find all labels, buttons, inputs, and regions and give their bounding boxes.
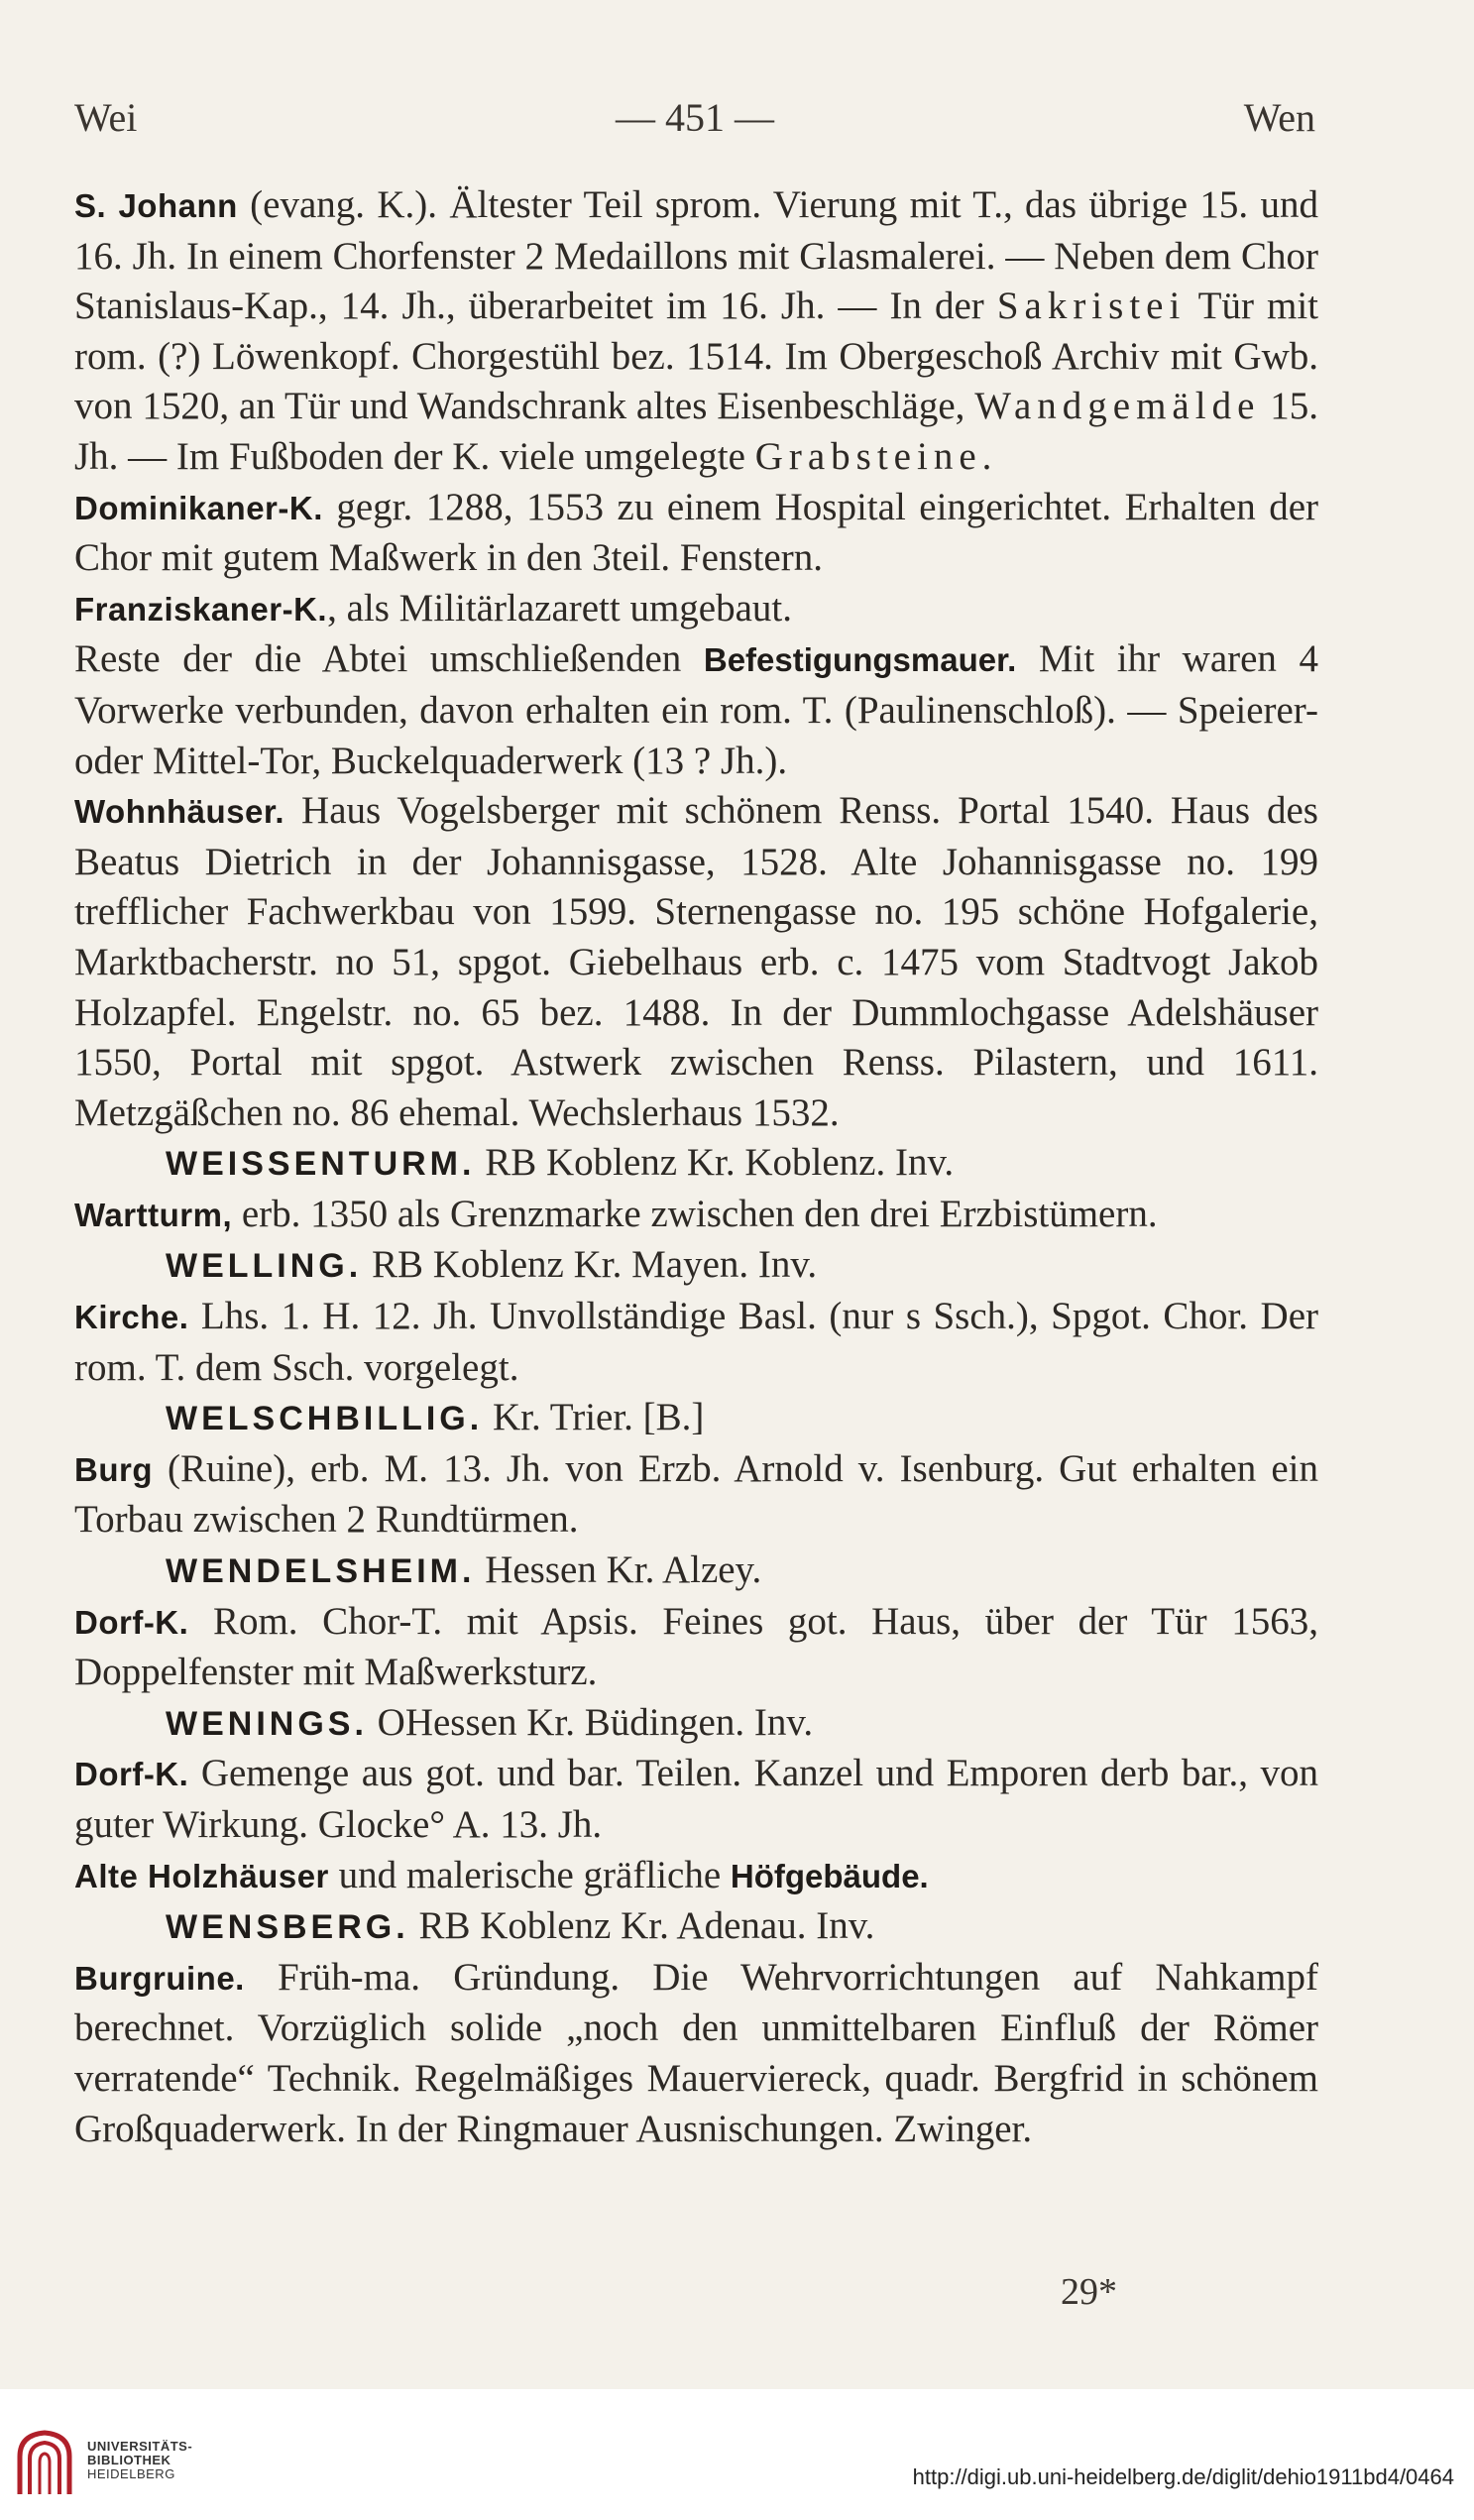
place-wensberg <box>74 1901 1318 1953</box>
entry-lead: Franziskaner-K. <box>74 590 328 628</box>
entry-text: Rom. Chor-T. mit Apsis. Feines got. Haus, über der Tür 1563, Doppelfenster mit Maßwerksturz. <box>74 1599 1318 1694</box>
entry-text: (evang. K.). Ältester Teil sprom. Vierung mit T., das übrige 15. und 16. Jh. In einem Chorfenster 2 Medaillons mit Glasmalerei. — Neben dem Chor Stanislaus-Kap., 14. Jh., überarbeitet im 16. Jh. — In der <box>74 183 1318 328</box>
place-welschbillig <box>74 1393 1318 1444</box>
entry-text: und malerische gräfliche <box>328 1853 731 1896</box>
entry-franziskaner <box>74 584 1318 635</box>
entry-dorf-k <box>74 1597 1318 1698</box>
entry-lead: S. Johann <box>74 187 238 224</box>
entry-text: Mit ihr waren 4 Vorwerke verbunden, davon erhalten ein rom. T. (Paulinenschloß). — Speierer- oder Mittel-Tor, Buckelquaderwerk (13 ? Jh.). <box>74 637 1318 782</box>
place-info: Kr. Trier. [B.] <box>483 1396 705 1439</box>
place-heading: WELLING. <box>166 1247 363 1286</box>
spaced-term: Wandgemälde <box>974 385 1261 428</box>
entry-burgruine <box>74 1953 1318 2154</box>
place-info: RB Koblenz Kr. Mayen. Inv. <box>362 1243 818 1287</box>
header-left: Wei <box>74 95 138 140</box>
place-heading: WENSBERG. <box>166 1908 409 1947</box>
place-heading: WEISSENTURM. <box>166 1145 476 1184</box>
entry-lead: Dorf-K. <box>74 1603 189 1641</box>
entry-bold-term: Höfgebäude. <box>730 1857 929 1894</box>
place-heading: WELSCHBILLIG. <box>166 1400 484 1438</box>
entry-kirche <box>74 1292 1318 1393</box>
entry-dorf-k <box>74 1749 1318 1850</box>
entry-text: Tür mit rom. (?) Löwenkopf. Chorgestühl bez. 1514. Im Obergeschoß Archiv mit Gwb. von 1520, an Tür und Wandschrank altes Eisenbeschläge, <box>74 285 1318 428</box>
header-right: Wen <box>1243 95 1315 140</box>
entry-text: Früh-ma. Gründung. Die Wehrvorrichtungen auf Nahkampf berechnet. Vorzüglich solide „noch den unmittelbaren Einfluß der Römer verratende“ Technik. Regelmäßiges Mauerviereck, quadr. Bergfrid in schönem Großquaderwerk. In der Ringmauer Ausnischungen. Zwinger. <box>74 1955 1318 2150</box>
institution-name <box>87 2440 192 2481</box>
footer-bar <box>0 2389 1474 2520</box>
institution-line: HEIDELBERG <box>87 2466 175 2481</box>
entry-lead: Dorf-K. <box>74 1756 189 1793</box>
entry-lead: Wartturm, <box>74 1196 233 1233</box>
place-wendelsheim <box>74 1546 1318 1597</box>
entry-text: 15. Jh. — Im Fußboden der K. viele umgelegte <box>74 385 1319 478</box>
entry-lead: Burgruine. <box>74 1959 245 1997</box>
body-text <box>74 180 1318 2154</box>
university-library-logo-icon <box>14 2427 75 2498</box>
place-heading: WENINGS. <box>166 1704 368 1743</box>
entry-dominikaner <box>74 483 1318 584</box>
entry-text: gegr. 1288, 1553 zu einem Hospital eingerichtet. Erhalten der Chor mit gutem Maßwerk in den 3teil. Fenstern. <box>74 485 1318 580</box>
signature-mark: 29* <box>1061 2271 1117 2313</box>
spaced-term: Sakristei <box>996 285 1187 328</box>
source-url-link[interactable]: http://digi.ub.uni-heidelberg.de/diglit/dehio1911bd4/0464 <box>912 2464 1454 2489</box>
entry-lead: Dominikaner-K. <box>74 489 323 526</box>
entry-lead: Alte Holzhäuser <box>74 1857 329 1894</box>
spaced-term: Grabsteine. <box>754 434 998 478</box>
place-heading: WENDELSHEIM. <box>166 1552 476 1591</box>
institution-line: UNIVERSITÄTS- <box>87 2439 193 2454</box>
entry-text: Haus Vogelsberger mit schönem Renss. Portal 1540. Haus des Beatus Dietrich in der Johannisgasse, 1528. Alte Johannisgasse no. 199 trefflicher Fachwerkbau von 1599. Sternengasse no. 195 schöne Hofgalerie, Marktbacherstr. no 51, spgot. Giebelhaus erb. c. 1475 vom Stadtvogt Jakob Holzapfel. Engelstr. no. 65 bez. 1488. In der Dummlochgasse Adelshäuser 1550, Portal mit spgot. Astwerk zwischen Renss. Pilastern, und 1611. Metzgäßchen no. 86 ehemal. Wechslerhaus 1532. <box>74 789 1318 1134</box>
entry-text: Reste der die Abtei umschließenden <box>74 637 704 681</box>
place-info: Hessen Kr. Alzey. <box>475 1548 762 1592</box>
running-header <box>74 94 1315 144</box>
entry-befestigung <box>74 634 1318 786</box>
entry-lead: Burg <box>74 1450 153 1488</box>
page-number: — 451 — <box>616 95 774 140</box>
entry-text: , als Militärlazarett umgebaut. <box>327 586 793 630</box>
entry-holzhaeuser <box>74 1851 1318 1902</box>
entry-burg <box>74 1444 1318 1546</box>
entry-s-johann <box>74 180 1318 483</box>
place-info: RB Koblenz Kr. Adenau. Inv. <box>408 1904 875 1948</box>
entry-wohnhaeuser <box>74 786 1318 1138</box>
entry-lead: Wohnhäuser. <box>74 793 285 831</box>
institution-line: BIBLIOTHEK <box>87 2453 171 2467</box>
place-info: OHessen Kr. Büdingen. Inv. <box>367 1700 814 1744</box>
place-wenings <box>74 1698 1318 1750</box>
place-welling <box>74 1240 1318 1292</box>
place-info: RB Koblenz Kr. Koblenz. Inv. <box>475 1141 955 1185</box>
entry-wartturm <box>74 1190 1318 1241</box>
entry-text: Lhs. 1. H. 12. Jh. Unvollständige Basl. (nur s Ssch.), Spgot. Chor. Der rom. T. dem Ssch. vorgelegt. <box>74 1295 1318 1389</box>
entry-text: Gemenge aus got. und bar. Teilen. Kanzel und Emporen derb bar., von guter Wirkung. Glocke° A. 13. Jh. <box>74 1752 1318 1846</box>
place-weissenturm <box>74 1138 1318 1190</box>
entry-text: erb. 1350 als Grenzmarke zwischen den drei Erzbistümern. <box>232 1192 1158 1235</box>
entry-text: (Ruine), erb. M. 13. Jh. von Erzb. Arnold v. Isenburg. Gut erhalten ein Torbau zwischen 2 Rundtürmen. <box>74 1446 1318 1542</box>
entry-lead: Kirche. <box>74 1299 189 1336</box>
entry-bold-term: Befestigungsmauer. <box>703 641 1017 679</box>
